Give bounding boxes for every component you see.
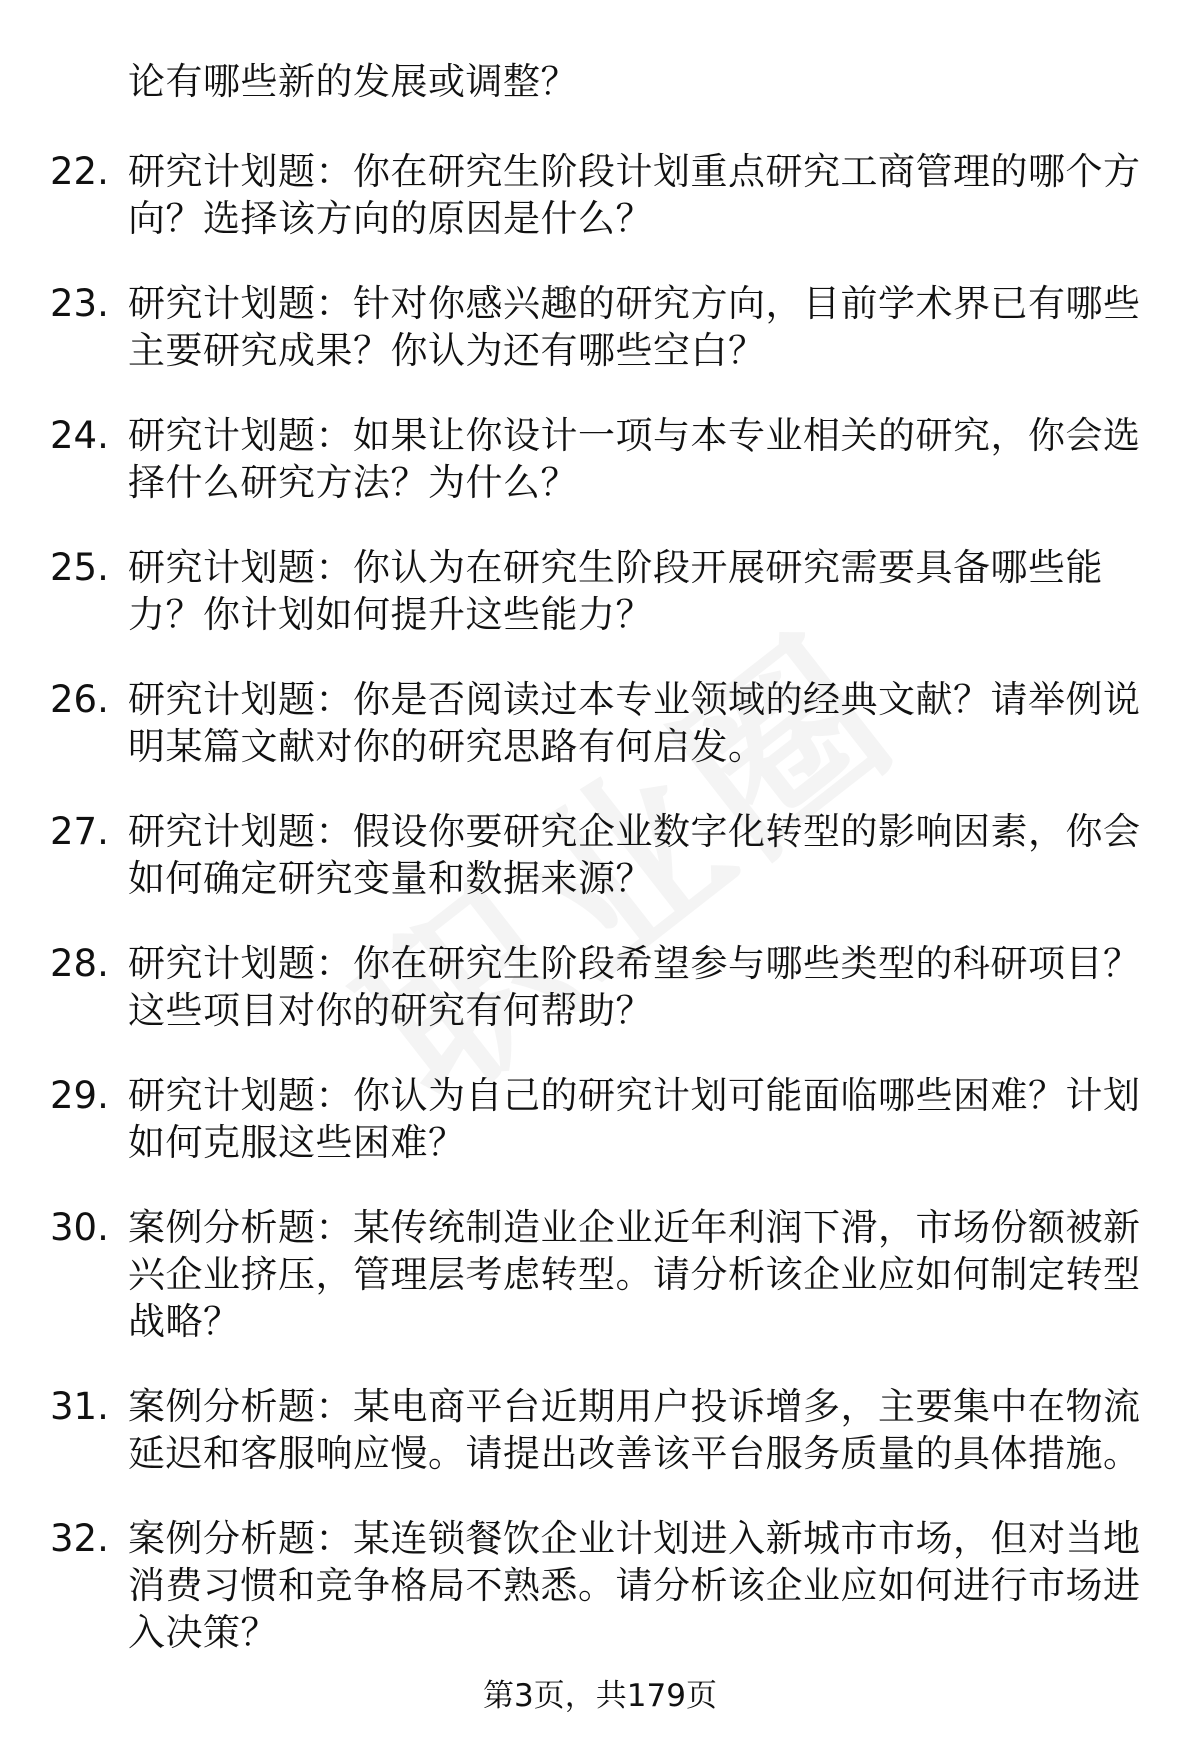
question-number: 22. — [50, 150, 109, 193]
question-text: 研究计划题：针对你感兴趣的研究方向，目前学术界已有哪些主要研究成果？你认为还有哪些空白？ — [128, 282, 1141, 372]
continued-question-text: 论有哪些新的发展或调整？ — [128, 60, 578, 103]
question-item-27 — [50, 808, 1150, 902]
question-item-29 — [50, 1072, 1150, 1166]
question-number: 25. — [50, 546, 109, 589]
question-text: 案例分析题：某传统制造业企业近年利润下滑，市场份额被新兴企业挤压，管理层考虑转型。请分析该企业应如何制定转型战略？ — [128, 1206, 1141, 1343]
question-text: 研究计划题：你认为自己的研究计划可能面临哪些困难？计划如何克服这些困难？ — [128, 1074, 1141, 1164]
question-item-22 — [50, 148, 1150, 242]
question-item-28 — [50, 940, 1150, 1034]
question-number: 27. — [50, 810, 109, 853]
question-number: 24. — [50, 414, 109, 457]
question-item-23 — [50, 280, 1150, 374]
question-number: 26. — [50, 678, 109, 721]
question-number: 32. — [50, 1517, 109, 1560]
question-item-24 — [50, 412, 1150, 506]
question-text: 研究计划题：你认为在研究生阶段开展研究需要具备哪些能力？你计划如何提升这些能力？ — [128, 546, 1103, 636]
question-text: 研究计划题：你在研究生阶段希望参与哪些类型的科研项目？这些项目对你的研究有何帮助？ — [128, 942, 1141, 1032]
question-text: 研究计划题：如果让你设计一项与本专业相关的研究，你会选择什么研究方法？为什么？ — [128, 414, 1141, 504]
question-text: 研究计划题：你在研究生阶段计划重点研究工商管理的哪个方向？选择该方向的原因是什么？ — [128, 150, 1141, 240]
question-list — [50, 148, 1150, 1694]
question-number: 28. — [50, 942, 109, 985]
question-number: 29. — [50, 1074, 109, 1117]
question-number: 30. — [50, 1206, 109, 1249]
question-text: 研究计划题：假设你要研究企业数字化转型的影响因素，你会如何确定研究变量和数据来源？ — [128, 810, 1141, 900]
page-footer: 第3页，共179页 — [483, 1678, 717, 1714]
question-item-32 — [50, 1515, 1150, 1656]
question-item-30 — [50, 1204, 1150, 1345]
question-item-25 — [50, 544, 1150, 638]
question-text: 案例分析题：某连锁餐饮企业计划进入新城市市场，但对当地消费习惯和竞争格局不熟悉。请分析该企业应如何进行市场进入决策？ — [128, 1517, 1141, 1654]
question-number: 31. — [50, 1385, 109, 1428]
question-text: 案例分析题：某电商平台近期用户投诉增多，主要集中在物流延迟和客服响应慢。请提出改善该平台服务质量的具体措施。 — [128, 1385, 1141, 1475]
question-text: 研究计划题：你是否阅读过本专业领域的经典文献？请举例说明某篇文献对你的研究思路有何启发。 — [128, 678, 1141, 768]
question-item-31 — [50, 1383, 1150, 1477]
question-number: 23. — [50, 282, 109, 325]
question-item-26 — [50, 676, 1150, 770]
